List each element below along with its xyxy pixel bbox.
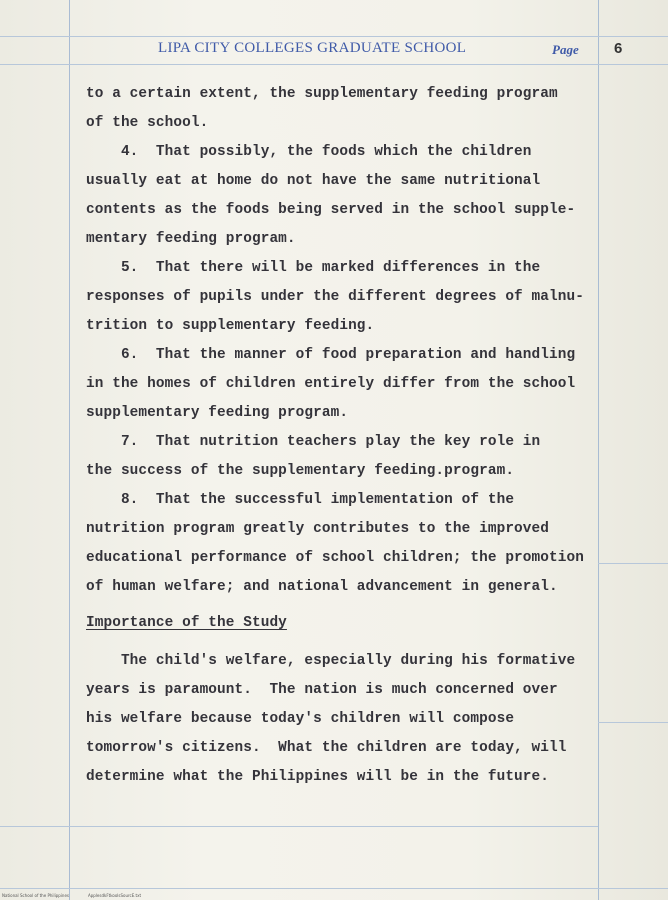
header-title: LIPA CITY COLLEGES GRADUATE SCHOOL	[158, 40, 467, 56]
text-line: tomorrow's citizens. What the children are today, will	[86, 740, 567, 756]
text-line: years is paramount. The nation is much concerned over	[86, 682, 558, 698]
text-line: to a certain extent, the supplementary feeding program	[86, 86, 558, 102]
margin-rule-right	[598, 0, 599, 900]
text-line: of the school.	[86, 115, 209, 131]
text-line: 4. That possibly, the foods which the children	[86, 144, 532, 160]
header-rule-bottom	[0, 64, 668, 65]
text-line: 6. That the manner of food preparation and handling	[86, 347, 576, 363]
text-line: 8. That the successful implementation of the	[86, 492, 515, 508]
footer-filename: ApplesdkFtkoolsSourcE.txt	[88, 893, 142, 898]
margin-rule-left	[69, 0, 70, 900]
page-header	[70, 40, 668, 64]
side-rule	[598, 563, 668, 564]
text-line: the success of the supplementary feeding.program.	[86, 463, 515, 479]
text-line: mentary feeding program.	[86, 231, 296, 247]
text-line: The child's welfare, especially during his formative	[86, 653, 576, 669]
text-line: of human welfare; and national advancement in general.	[86, 579, 558, 595]
text-line: educational performance of school children; the promotion	[86, 550, 584, 566]
bottom-rule	[70, 826, 598, 827]
text-line: trition to supplementary feeding.	[86, 318, 375, 334]
text-line: determine what the Philippines will be in the future.	[86, 769, 549, 785]
text-line: 5. That there will be marked differences in the	[86, 260, 541, 276]
header-rule-top	[0, 36, 668, 37]
text-line: his welfare because today's children will compose	[86, 711, 515, 727]
text-line: supplementary feeding program.	[86, 405, 349, 421]
text-line: in the homes of children entirely differ from the school	[86, 376, 576, 392]
footer-rule	[0, 888, 668, 889]
text-line: responses of pupils under the different degrees of malnu-	[86, 289, 584, 305]
text-line: nutrition program greatly contributes to the improved	[86, 521, 549, 537]
page-number: 6	[614, 40, 623, 57]
text-line: usually eat at home do not have the same nutritional	[86, 173, 541, 189]
bottom-rule-left	[0, 826, 70, 827]
footer-source: National School of the Philippines	[2, 893, 70, 898]
side-rule	[598, 722, 668, 723]
page-label: Page	[552, 42, 579, 57]
text-line: 7. That nutrition teachers play the key role in	[86, 434, 541, 450]
text-line: contents as the foods being served in the school supple-	[86, 202, 576, 218]
section-heading: Importance of the Study	[86, 615, 287, 631]
